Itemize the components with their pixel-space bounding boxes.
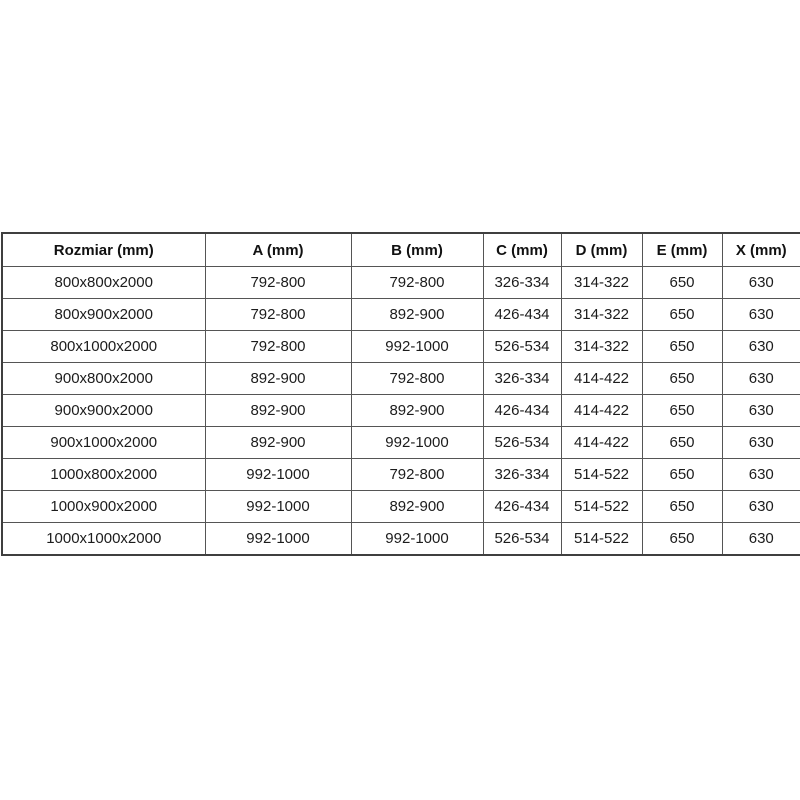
table-row: [2, 331, 800, 363]
size-cell: 1000x800x2000: [2, 459, 205, 491]
column-header: A (mm): [205, 233, 351, 267]
dimension-cell: 630: [722, 395, 800, 427]
dimension-cell: 314-322: [561, 331, 642, 363]
dimension-cell: 650: [642, 427, 722, 459]
dimension-cell: 992-1000: [351, 331, 483, 363]
dimension-cell: 792-800: [205, 331, 351, 363]
dimension-cell: 992-1000: [351, 427, 483, 459]
dimension-cell: 650: [642, 459, 722, 491]
size-cell: 900x900x2000: [2, 395, 205, 427]
dimension-cell: 630: [722, 299, 800, 331]
column-header: C (mm): [483, 233, 561, 267]
dimension-cell: 792-800: [351, 363, 483, 395]
dimension-cell: 526-534: [483, 331, 561, 363]
size-cell: 900x800x2000: [2, 363, 205, 395]
dimension-cell: 630: [722, 491, 800, 523]
column-header: Rozmiar (mm): [2, 233, 205, 267]
dimension-cell: 314-322: [561, 267, 642, 299]
size-cell: 800x800x2000: [2, 267, 205, 299]
dimension-cell: 650: [642, 267, 722, 299]
dimensions-table-container: [0, 232, 800, 556]
dimension-cell: 526-534: [483, 523, 561, 556]
table-row: [2, 427, 800, 459]
dimension-cell: 892-900: [205, 395, 351, 427]
column-header: B (mm): [351, 233, 483, 267]
dimension-cell: 426-434: [483, 395, 561, 427]
dimension-cell: 426-434: [483, 491, 561, 523]
column-header: E (mm): [642, 233, 722, 267]
dimension-cell: 630: [722, 331, 800, 363]
dimension-cell: 892-900: [351, 491, 483, 523]
dimension-cell: 892-900: [351, 395, 483, 427]
dimension-cell: 326-334: [483, 363, 561, 395]
dimension-cell: 630: [722, 267, 800, 299]
table-row: [2, 267, 800, 299]
dimension-cell: 514-522: [561, 491, 642, 523]
dimension-cell: 630: [722, 459, 800, 491]
dimension-cell: 326-334: [483, 459, 561, 491]
column-header: D (mm): [561, 233, 642, 267]
dimension-cell: 630: [722, 363, 800, 395]
dimension-cell: 650: [642, 363, 722, 395]
dimension-cell: 630: [722, 523, 800, 556]
dimension-cell: 792-800: [351, 459, 483, 491]
dimension-cell: 414-422: [561, 363, 642, 395]
dimension-cell: 992-1000: [205, 523, 351, 556]
dimension-cell: 992-1000: [351, 523, 483, 556]
dimension-cell: 526-534: [483, 427, 561, 459]
dimension-cell: 650: [642, 523, 722, 556]
table-head: [2, 233, 800, 267]
size-cell: 800x900x2000: [2, 299, 205, 331]
dimensions-table: [1, 232, 800, 556]
dimension-cell: 892-900: [205, 427, 351, 459]
table-row: [2, 299, 800, 331]
dimension-cell: 514-522: [561, 523, 642, 556]
size-cell: 1000x1000x2000: [2, 523, 205, 556]
table-row: [2, 395, 800, 427]
size-cell: 800x1000x2000: [2, 331, 205, 363]
dimension-cell: 650: [642, 331, 722, 363]
size-cell: 900x1000x2000: [2, 427, 205, 459]
dimension-cell: 650: [642, 491, 722, 523]
dimension-cell: 426-434: [483, 299, 561, 331]
table-row: [2, 459, 800, 491]
dimension-cell: 650: [642, 299, 722, 331]
dimension-cell: 792-800: [205, 299, 351, 331]
table-header-row: [2, 233, 800, 267]
dimension-cell: 630: [722, 427, 800, 459]
dimension-cell: 414-422: [561, 395, 642, 427]
column-header: X (mm): [722, 233, 800, 267]
dimension-cell: 650: [642, 395, 722, 427]
table-row: [2, 363, 800, 395]
dimension-cell: 892-900: [351, 299, 483, 331]
dimension-cell: 514-522: [561, 459, 642, 491]
table-row: [2, 491, 800, 523]
table-row: [2, 523, 800, 556]
dimension-cell: 792-800: [351, 267, 483, 299]
dimension-cell: 892-900: [205, 363, 351, 395]
dimension-cell: 992-1000: [205, 491, 351, 523]
dimension-cell: 326-334: [483, 267, 561, 299]
dimension-cell: 314-322: [561, 299, 642, 331]
dimension-cell: 992-1000: [205, 459, 351, 491]
dimension-cell: 414-422: [561, 427, 642, 459]
size-cell: 1000x900x2000: [2, 491, 205, 523]
table-body: [2, 267, 800, 556]
dimension-cell: 792-800: [205, 267, 351, 299]
